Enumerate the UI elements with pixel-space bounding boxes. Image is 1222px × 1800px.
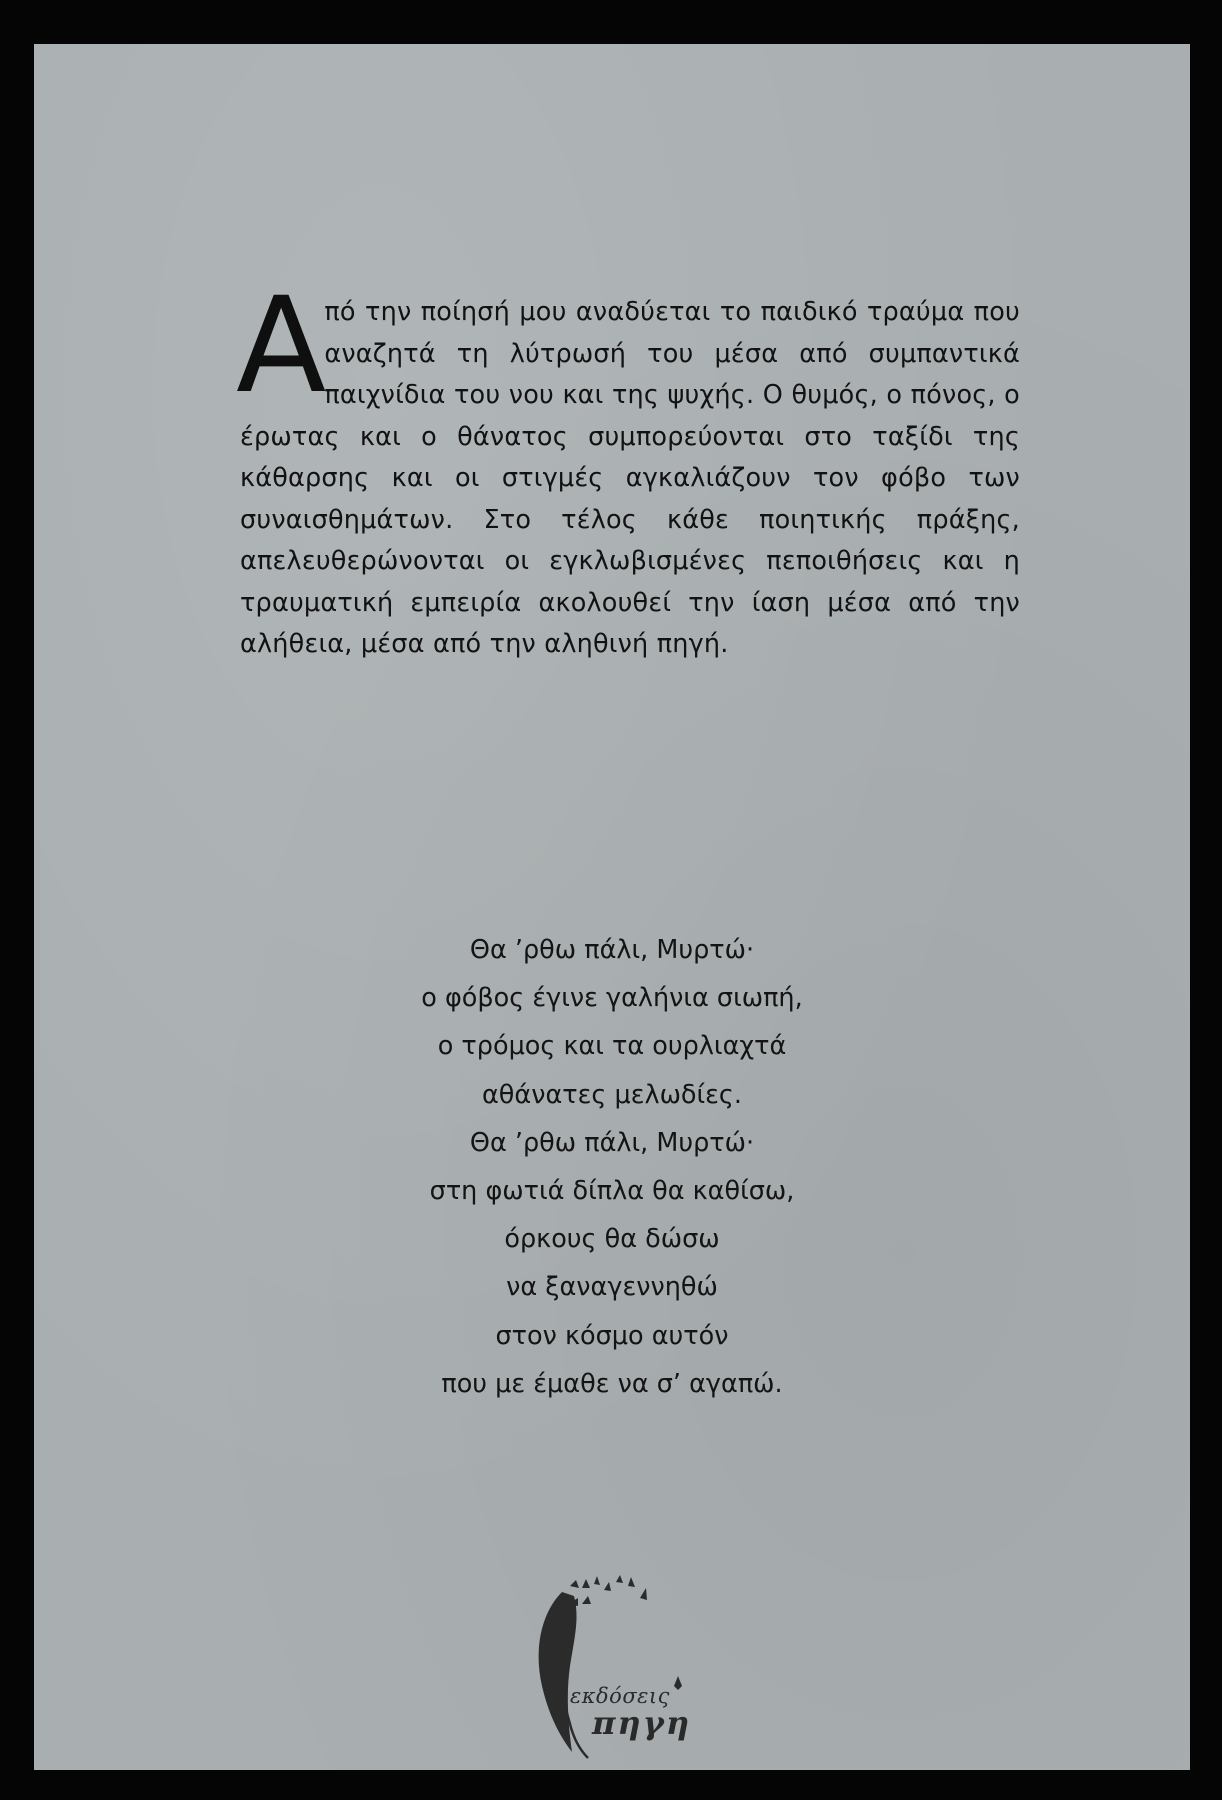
drop-cap: Α	[236, 269, 321, 423]
poem-line: ο τρόμος και τα ουρλιαχτά	[437, 1031, 787, 1062]
poem-line: όρκους θα δώσω	[504, 1224, 720, 1255]
publisher-logo	[504, 1574, 744, 1770]
poem-line: Θα ’ρθω πάλι, Μυρτώ·	[469, 935, 755, 965]
poem-line: ο φόβος έγινε γαλήνια σιωπή,	[421, 983, 803, 1014]
poem-line: αθάνατες μελωδίες.	[481, 1079, 743, 1110]
poem-line: στον κόσμο αυτόν	[495, 1320, 729, 1351]
publisher-name-line1: εκδόσεις	[570, 1684, 670, 1708]
back-cover	[34, 44, 1190, 1770]
blurb-text: πό την ποίησή μου αναδύεται το παιδικό τραύμα που αναζητά τη λύτρωσή του μέσα από συμπαντικά παιχνίδια του νου και της ψυχής. Ο θυμός, ο πόνος, ο έρωτας και ο θάνατος συμπορεύονται στο ταξίδι της κάθαρσης και οι στιγμές αγκαλιάζουν τον φόβο των συναισθημάτων. Στο τέλος κάθε ποιητικής πράξης, απελευθερώνονται οι εγκλωβισμένες πεποιθήσεις και η τραυματική εμπειρία ακολουθεί την ίαση μέσα από την αλήθεια, μέσα από την αληθινή πηγή.	[240, 297, 1020, 659]
poem-line: να ξαναγεννηθώ	[506, 1272, 718, 1303]
poem-line: που με έμαθε να σ’ αγαπώ.	[441, 1368, 783, 1399]
poem-excerpt	[34, 926, 1190, 1408]
poem-line: Θα ’ρθω πάλι, Μυρτώ·	[469, 1127, 755, 1158]
publisher-name-line2: πηγη	[592, 1704, 692, 1742]
blurb-paragraph	[236, 269, 1020, 666]
poem-line: στη φωτιά δίπλα θα καθίσω,	[429, 1176, 795, 1207]
